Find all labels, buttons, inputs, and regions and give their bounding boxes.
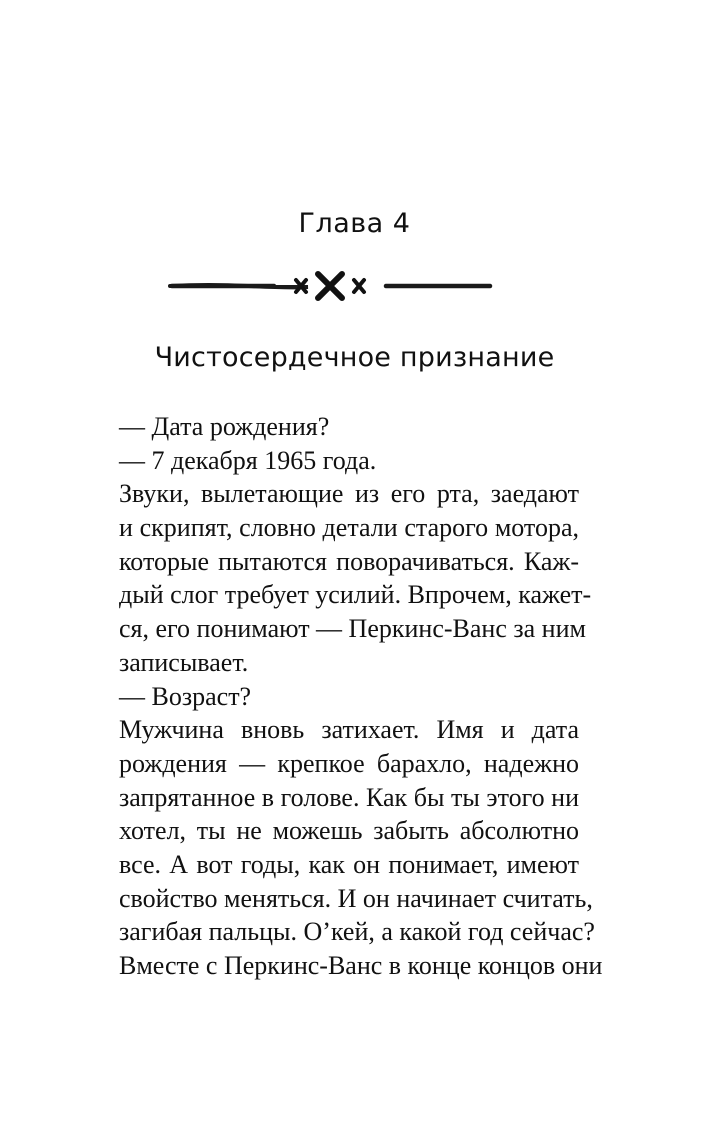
text-line: загибая пальцы. О’кей, а какой год сейчас? bbox=[119, 917, 595, 947]
text-line: Мужчина вновь затихает. Имя и дата bbox=[119, 715, 579, 745]
text-line: — 7 декабря 1965 года. bbox=[119, 445, 377, 475]
text-line: которые пытаются поворачиваться. Каж- bbox=[119, 546, 579, 576]
text-line: записывает. bbox=[119, 647, 249, 677]
text-line: — Возраст? bbox=[119, 681, 252, 711]
text-line: ся, его понимают — Перкинс-Ванс за ним bbox=[119, 614, 586, 644]
chapter-title: Чистосердечное признание bbox=[154, 342, 555, 373]
text-line: запрятанное в голове. Как бы ты этого ни bbox=[119, 782, 579, 812]
text-line: Вместе с Перкинс-Ванс в конце концов они bbox=[119, 951, 603, 980]
text-line: хотел, ты не можешь забыть абсолютно bbox=[119, 816, 579, 846]
text-line: все. А вот годы, как он понимает, имеют bbox=[119, 849, 579, 879]
text-line: — Дата рождения? bbox=[119, 412, 330, 441]
cross-marks-divider-icon bbox=[168, 268, 493, 304]
text-line: дый слог требует усилий. Впрочем, кажет- bbox=[119, 580, 592, 610]
text-line: свойство меняться. И он начинает считать, bbox=[119, 883, 593, 913]
text-line: рождения — крепкое барахло, надежно bbox=[119, 748, 579, 778]
text-line: Звуки, вылетающие из его рта, заедают bbox=[119, 479, 579, 509]
body-text bbox=[119, 410, 603, 983]
text-line: и скрипят, словно детали старого мотора, bbox=[119, 513, 579, 543]
chapter-number: Глава 4 bbox=[298, 208, 411, 239]
